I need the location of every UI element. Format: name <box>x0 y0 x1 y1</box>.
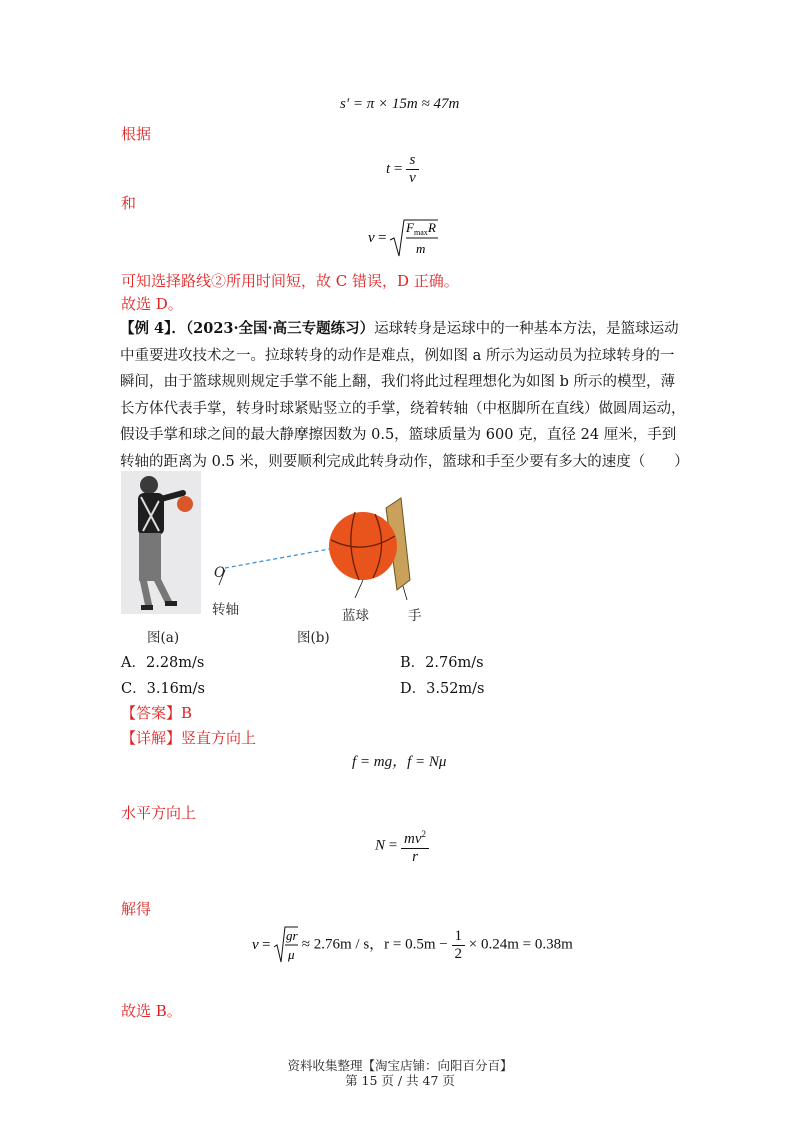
caption-figure-b: 图(b) <box>297 630 330 646</box>
text-he: 和 <box>121 194 137 212</box>
answer-label: 【答案】B <box>121 704 193 722</box>
footer-page-number: 第 15 页 / 共 47 页 <box>345 1073 455 1088</box>
equation-s-prime <box>340 96 459 113</box>
svg-text:max: max <box>414 228 428 237</box>
equation-v-sqrt <box>368 216 438 260</box>
svg-text:=: = <box>378 230 387 246</box>
label-O: O <box>214 565 226 581</box>
eq-s-prime-text: s′ = π × 15m ≈ 47m <box>340 96 460 112</box>
svg-text:m: m <box>416 241 426 256</box>
equation-result: v = gr μ ≈ 2.76m / s，r = 0.5m − $\frac{1}{2}$ × 0.24m = 0.38m <box>252 924 573 966</box>
label-ball: 蓝球 <box>342 608 369 624</box>
svg-text:R: R <box>428 220 436 235</box>
solve-label: 解得 <box>121 900 152 918</box>
svg-text:F: F <box>406 220 414 235</box>
svg-text:gr: gr <box>286 928 298 943</box>
figure-a-photo <box>121 471 201 614</box>
problem-example-4 <box>120 316 689 475</box>
footer-source: 资料收集整理【淘宝店铺：向阳百分百】 <box>287 1058 513 1073</box>
equation-vertical: f = mg，f = Nμ <box>352 754 447 770</box>
option-a-letter: A． <box>121 655 146 671</box>
problem-stem: 运球转身是运球中的一种基本方法，是篮球运动中重要进攻技术之一。拉球转身的动作是难点，例如图 a 所示为运动员为拉球转身的一瞬间，由于篮球规则规定手掌不能上翻，我们将此过程理想化为如图 b 所示的模型，薄长方体代表手掌，转身时球紧贴竖立的手掌，绕着转轴（中枢脚所在直线）做圆周运动，假设手掌和球之间的最大静摩擦因数为 0.5，篮球质量为 600 克，直径 24 厘米，手到转轴的距离为 0.5 米，则要顺利完成此转身动作，篮球和手至少要有多大的速度（ ） <box>120 321 689 470</box>
text-conclusion: 可知选择路线②所用时间短，故 C 错误，D 正确。 <box>121 272 459 290</box>
equation-result-sqrt <box>252 924 298 966</box>
option-d <box>400 677 485 698</box>
option-a-text: 2.28m/s <box>145 655 205 671</box>
problem-heading: 【例 4】．（2023·全国·高三专题练习） <box>120 320 375 337</box>
svg-text:=: = <box>262 937 271 953</box>
svg-text:v: v <box>252 937 259 953</box>
label-axis: 转轴 <box>212 602 239 618</box>
eq-result-part-b: × 0.24m = 0.38m <box>468 936 573 953</box>
option-b <box>400 651 484 672</box>
svg-text:μ: μ <box>288 947 295 962</box>
option-d-text: 3.52m/s <box>426 681 485 697</box>
option-a <box>121 651 204 672</box>
eq-result-part-a: ≈ 2.76m / s，r = 0.5m − <box>301 936 448 953</box>
option-c-letter: C． <box>121 681 147 697</box>
final-choice: 故选 B。 <box>121 1002 182 1020</box>
option-c-text: 3.16m/s <box>146 681 205 697</box>
option-c <box>121 677 205 698</box>
player-silhouette <box>121 471 201 614</box>
detail-label: 【详解】竖直方向上 <box>121 729 257 747</box>
option-b-text: 2.76m/s <box>425 655 484 671</box>
caption-figure-a: 图(a) <box>147 630 180 646</box>
horizontal-label: 水平方向上 <box>121 804 197 822</box>
equation-centripetal: N = $\frac{mv^2}{r}$ <box>375 826 429 866</box>
equation-v-sqrt-graphic <box>368 216 438 260</box>
equation-t-s-v: t = $\frac{s}{v}$ <box>386 152 419 187</box>
text-genju: 根据 <box>121 125 152 143</box>
option-d-letter: D． <box>400 681 427 697</box>
label-hand: 手 <box>408 608 422 624</box>
text-choose-d: 故选 D。 <box>121 295 183 313</box>
option-b-letter: B． <box>400 655 426 671</box>
svg-text:v: v <box>368 230 375 246</box>
